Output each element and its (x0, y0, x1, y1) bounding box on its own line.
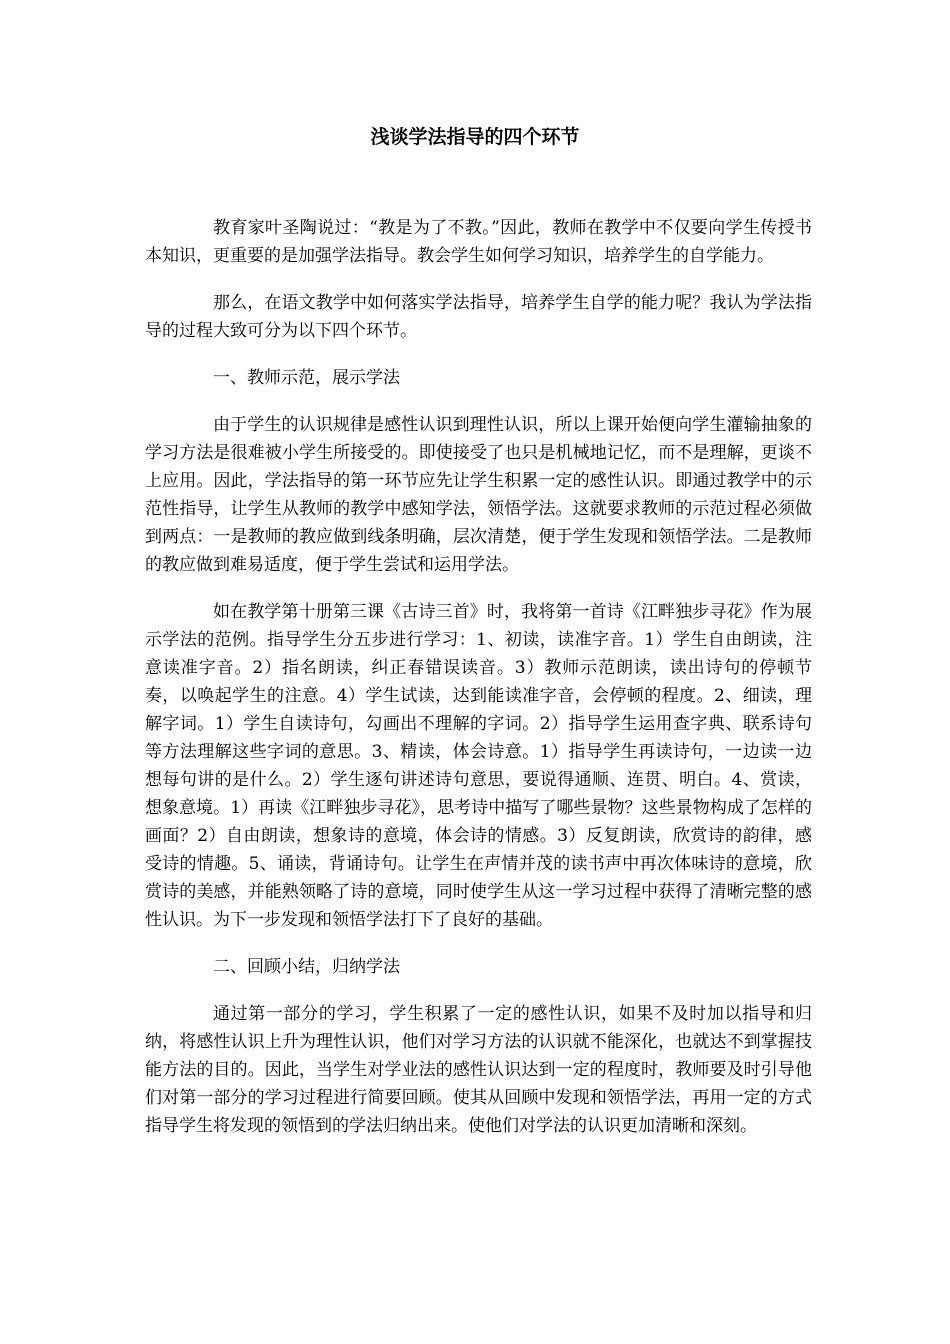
section-heading-1: 一、教师示范，展示学法 (213, 368, 400, 388)
paragraph-section-2: 通过第一部分的学习，学生积累了一定的感性认识，如果不及时加以指导和归纳，将感性认识上升为理性认识，他们对学习方法的认识就不能深化，也就达不到掌握技能方法的目的。因此，当学生对学业法的感性认识达到一定的程度时，教师要及时引导他们对第一部分的学习过程进行简要回顾。使其从回顾中发现和领悟学法，再用一定的方式指导学生将发现的领悟到的学法归纳出来。使他们对学法的认识更加清晰和深刻。 (145, 1004, 812, 1136)
document-body (145, 214, 812, 1159)
paragraph-question: 那么，在语文教学中如何落实学法指导，培养学生自学的能力呢？我认为学法指导的过程大致可分为以下四个环节。 (145, 293, 812, 341)
paragraph-section-1: 由于学生的认识规律是感性认识到理性认识，所以上课开始便向学生灌输抽象的学习方法是很难被小学生所接受的。即使接受了也只是机械地记忆，而不是理解，更谈不上应用。因此，学法指导的第一环节应先让学生积累一定的感性认识。即通过教学中的示范性指导，让学生从教师的教学中感知学法，领悟学法。这就要求教师的示范过程必须做到两点：一是教师的教应做到线条明确，层次清楚，便于学生发现和领悟学法。二是教师的教应做到难易适度，便于学生尝试和运用学法。 (145, 415, 812, 575)
section-heading-2: 二、回顾小结，归纳学法 (213, 957, 400, 977)
paragraph-intro: 教育家叶圣陶说过：“教是为了不教。”因此，教师在教学中不仅要向学生传授书本知识，更重要的是加强学法指导。教会学生如何学习知识，培养学生的自学能力。 (145, 218, 812, 266)
document-title: 浅谈学法指导的四个环节 (370, 126, 580, 148)
paragraph-example: 如在教学第十册第三课《古诗三首》时，我将第一首诗《江畔独步寻花》作为展示学法的范例。指导学生分五步进行学习：1、初读，读准字音。1）学生自由朗读，注意读准字音。2）指名朗读，纠正春错误读音。3）教师示范朗读，读出诗句的停顿节奏，以唤起学生的注意。4）学生试读，达到能读准字音，会停顿的程度。2、细读，理解字词。1）学生自读诗句，勾画出不理解的字词。2）指导学生运用查字典、联系诗句等方法理解这些字词的意思。3、精读，体会诗意。1）指导学生再读诗句，一边读一边想每句讲的是什么。2）学生逐句讲述诗句意思，要说得通顺、连贯、明白。4、赏读，想象意境。1）再读《江畔独步寻花》，思考诗中描写了哪些景物？这些景物构成了怎样的画面？2）自由朗读，想象诗的意境，体会诗的情感。3）反复朗读，欣赏诗的韵律，感受诗的情趣。5、诵读，背诵诗句。让学生在声情并茂的读书声中再次体味诗的意境，欣赏诗的美感，并能熟领略了诗的意境，同时使学生从这一学习过程中获得了清晰完整的感性认识。为下一步发现和领悟学法打下了良好的基础。 (145, 602, 812, 930)
